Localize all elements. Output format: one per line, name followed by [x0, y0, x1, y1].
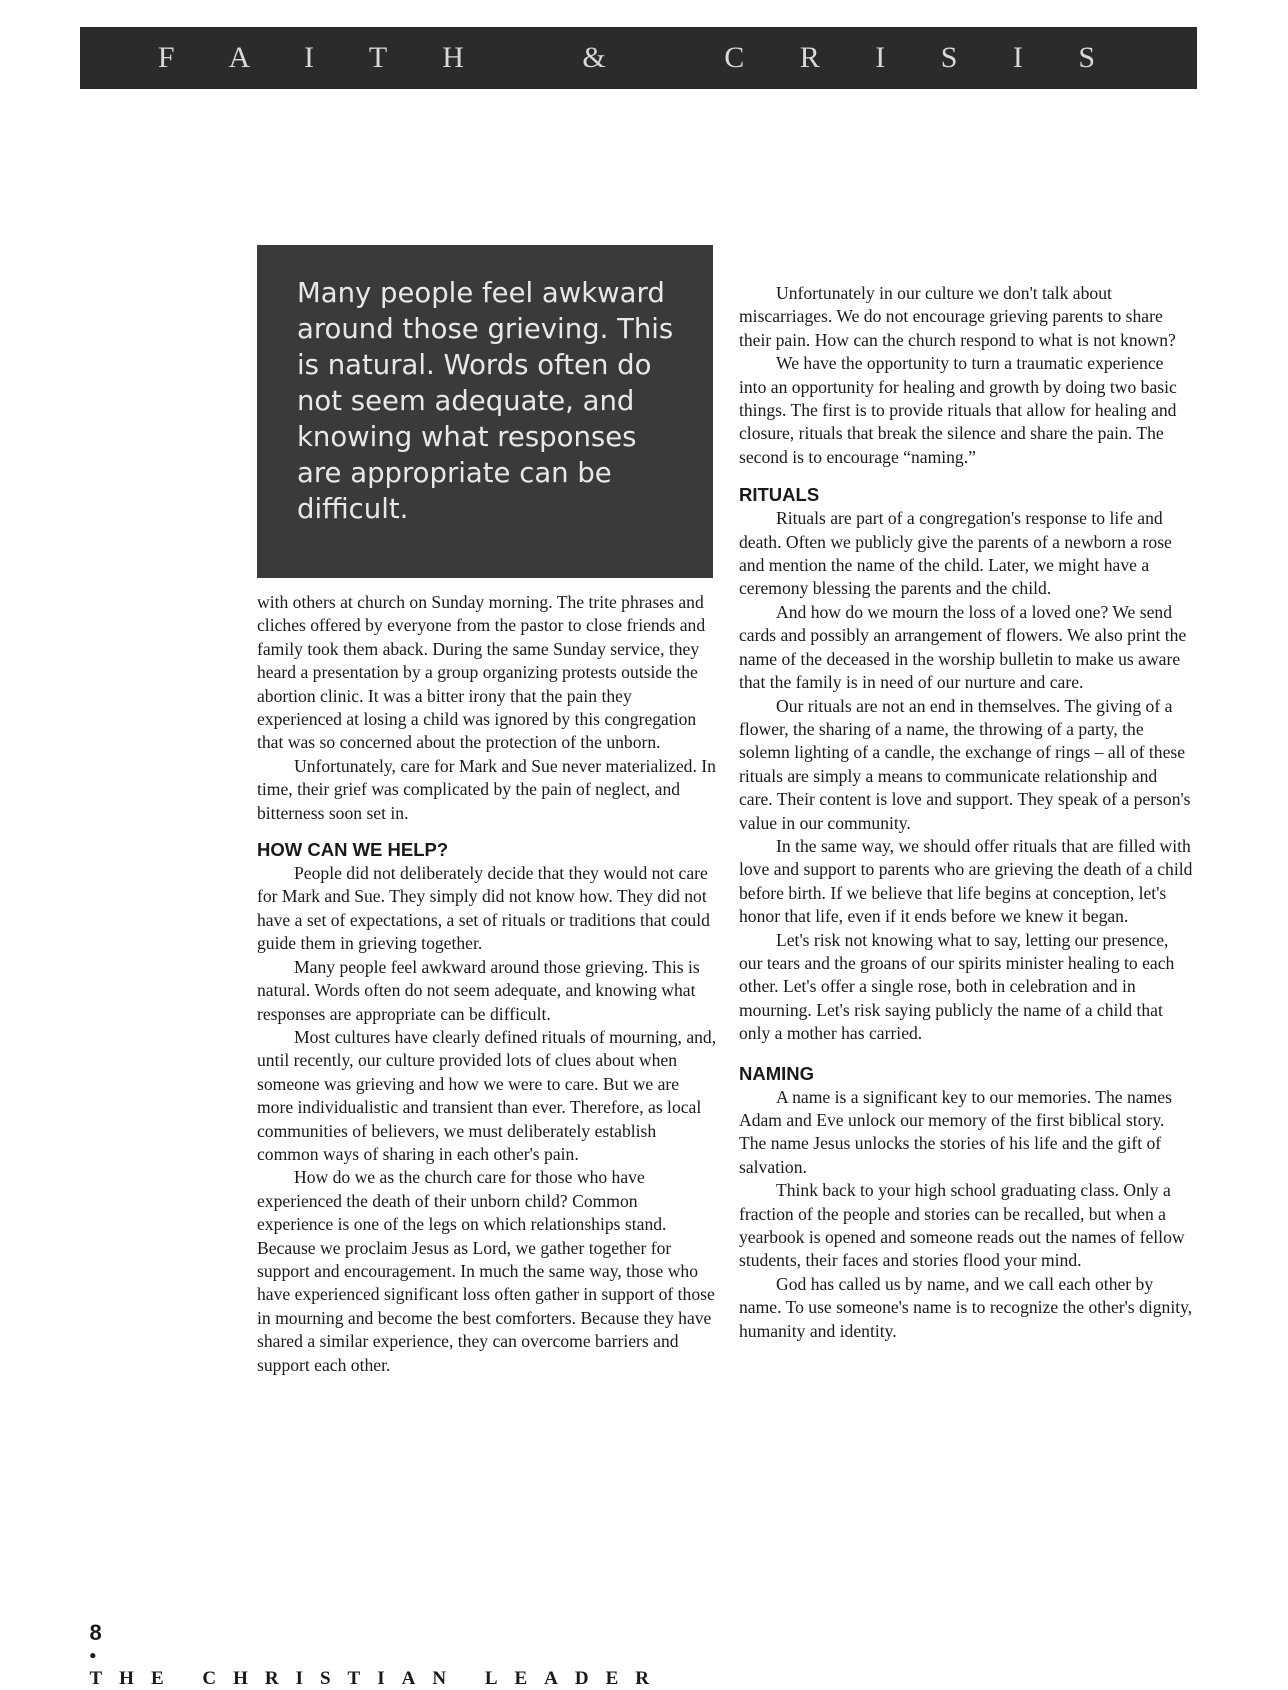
- paragraph: Most cultures have clearly defined rituals of mourning, and, until recently, our culture provided lots of clues about when someone was grieving and how we were to care. But we are more individualistic and transient than ever. Therefore, as local communities of believers, we must deliberately establish common ways of sharing in each other's pain.: [257, 1026, 717, 1164]
- paragraph: In the same way, we should offer rituals that are filled with love and support to parents who are grieving the death of a child before birth. If we believe that life begins at conception, let's honor that life, even if it ends before we knew it began.: [739, 835, 1193, 927]
- section-heading-rituals: RITUALS: [739, 484, 820, 506]
- pull-quote-box: [257, 245, 713, 578]
- section-banner: F A I T H & C R I S I S: [80, 27, 1197, 89]
- section-heading-naming: NAMING: [739, 1062, 815, 1084]
- paragraph: Unfortunately, care for Mark and Sue never materialized. In time, their grief was complicated by the pain of neglect, and bitterness soon set in.: [257, 755, 716, 823]
- page-number: 8: [89, 1620, 102, 1645]
- paragraph: Let's risk not knowing what to say, letting our presence, our tears and the groans of our spirits minister healing to each other. Let's offer a single rose, both in celebration and in mourning. Let's risk saying publicly the name of a child that only a mother has carried.: [739, 929, 1175, 1044]
- paragraph: Many people feel awkward around those grieving. This is natural. Words often do not seem adequate, and knowing what responses are appropriate can be difficult.: [257, 956, 700, 1024]
- pull-quote-text: Many people feel awkward around those grieving. This is natural. Words often do not seem adequate, and knowing what responses are appropriate can be difficult.: [297, 277, 674, 525]
- paragraph: People did not deliberately decide that they would not care for Mark and Sue. They simply did not know how. They did not have a set of expectations, a set of rituals or traditions that could guide them in grieving together.: [257, 863, 710, 954]
- paragraph: How do we as the church care for those who have experienced the death of their unborn child? Common experience is one of the legs on which relationships stand. Because we proclaim Jesus as Lord, we gather together for support and encouragement. In much the same way, those who have experienced significant loss often gather in support of those in mourning and become the best comforters. Because they have shared a similar experience, they can overcome barriers and support each other.: [257, 1167, 715, 1375]
- publication-name: THE CHRISTIAN LEADER: [89, 1668, 666, 1689]
- right-column: [739, 282, 1194, 1343]
- paragraph: God has called us by name, and we call each other by name. To use someone's name is to recognize the other's dignity, humanity and identity.: [739, 1273, 1193, 1341]
- paragraph: Rituals are part of a congregation's response to life and death. Often we publicly give the parents of a newborn a rose and mention the name of the child. Later, we might have a ceremony blessing the parents and the child.: [739, 508, 1172, 599]
- paragraph: Our rituals are not an end in themselves. The giving of a flower, the sharing of a name, the throwing of a party, the solemn lighting of a candle, the exchange of rings – all of these rituals are simply a means to communicate relationship and care. Their content is love and support. They speak of a person's value in our community.: [739, 695, 1191, 833]
- section-heading-how-can-we-help: HOW CAN WE HELP?: [257, 839, 449, 861]
- paragraph: Unfortunately in our culture we don't talk about miscarriages. We do not encourage grieving parents to share their pain. How can the church respond to what is not known?: [739, 283, 1176, 350]
- paragraph: A name is a significant key to our memories. The names Adam and Eve unlock our memory of the first biblical story. The name Jesus unlocks the stories of his life and the gift of salvation.: [739, 1086, 1172, 1177]
- left-column: [257, 591, 717, 1377]
- paragraph: Think back to your high school graduating class. Only a fraction of the people and stories can be recalled, but when a yearbook is opened and someone reads out the names of fellow students, their faces and stories flood your mind.: [739, 1180, 1185, 1271]
- paragraph: And how do we mourn the loss of a loved one? We send cards and possibly an arrangement of flowers. We also print the name of the deceased in the worship bulletin to make us aware that the family is in need of our nurture and care.: [739, 601, 1187, 693]
- paragraph: We have the opportunity to turn a traumatic experience into an opportunity for healing and growth by doing two basic things. The first is to provide rituals that allow for healing and closure, rituals that break the silence and share the pain. The second is to encourage “naming.”: [739, 353, 1177, 467]
- footer-separator: •: [89, 1646, 97, 1667]
- paragraph: with others at church on Sunday morning. The trite phrases and cliches offered by everyone from the pastor to close friends and family took them aback. During the same Sunday service, they heard a presentation by a group organizing protests outside the abortion clinic. It was a bitter irony that the pain they experienced at losing a child was ignored by this congregation that was so concerned about the protection of the unborn.: [257, 592, 706, 753]
- page-footer: [80, 1598, 666, 1690]
